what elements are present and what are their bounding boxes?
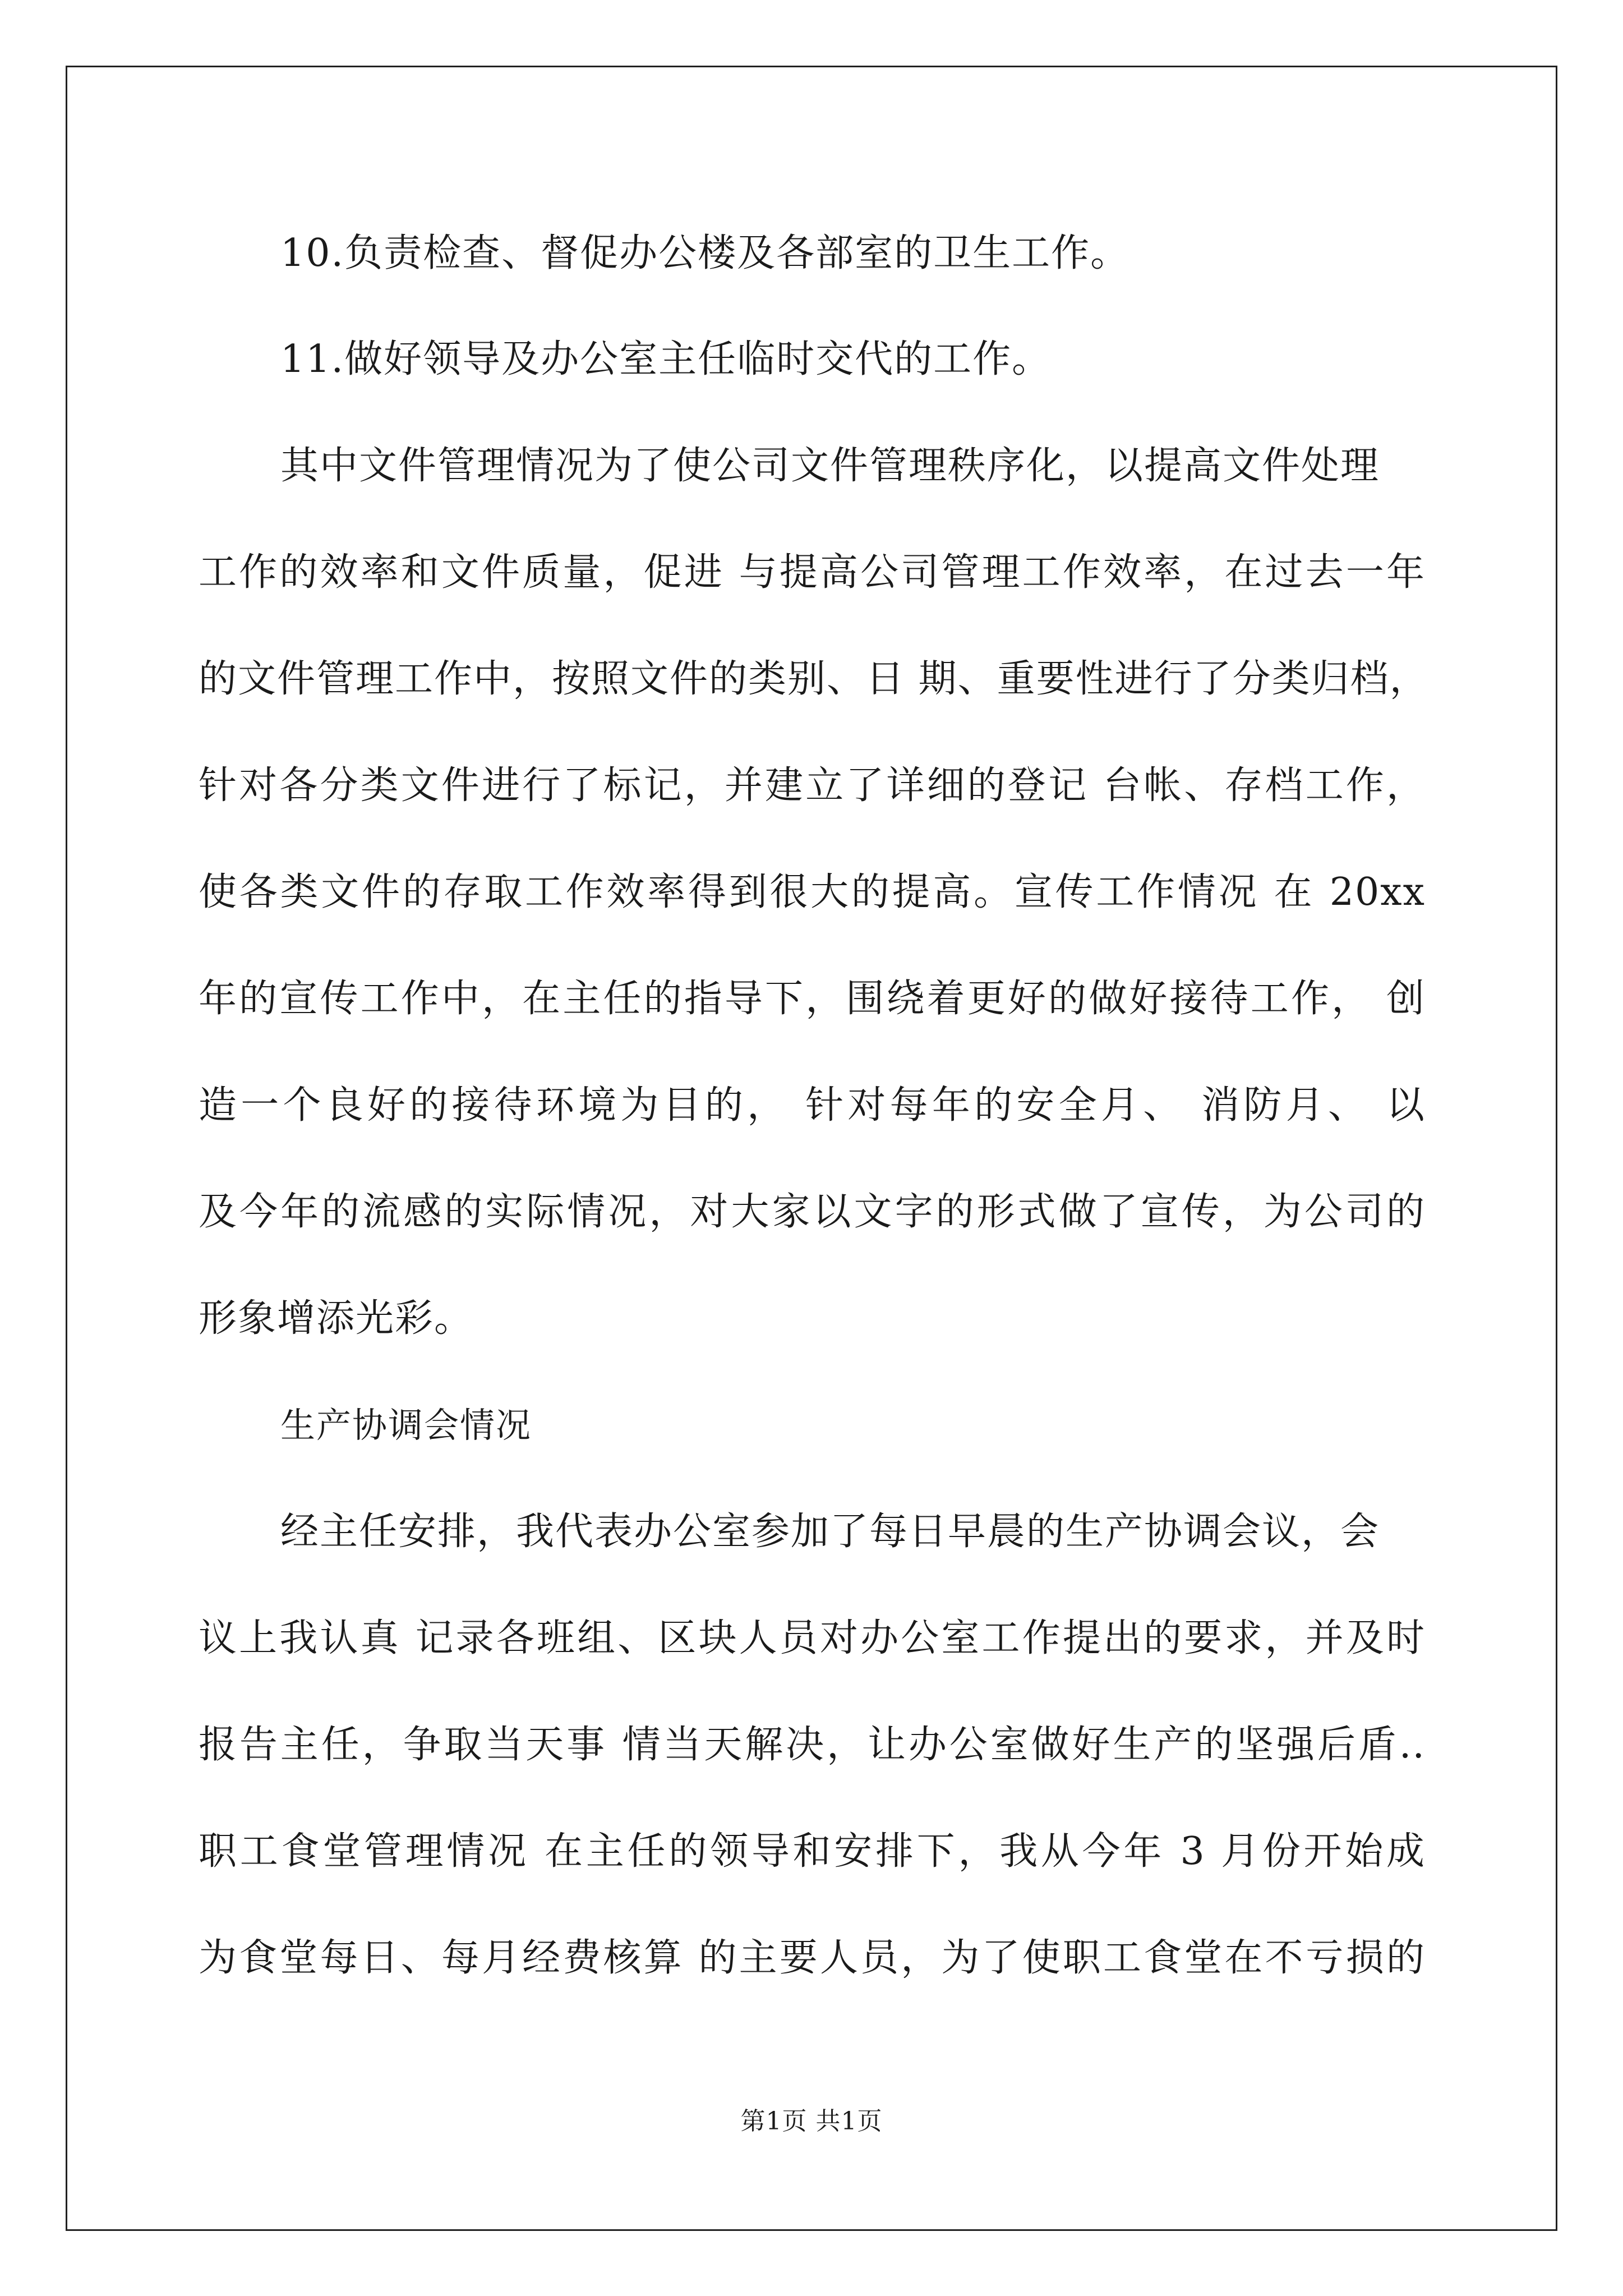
text-line: 针对各分类文件进行了标记，并建立了详细的登记 台帐、存档工作， — [199, 763, 1426, 808]
page-border — [66, 66, 1557, 2231]
text-line: 经主任安排，我代表办公室参加了每日早晨的生产协调会议，会 — [280, 1510, 1380, 1554]
text-line: 的文件管理工作中，按照文件的类别、日 期、重要性进行了分类归档， — [199, 657, 1429, 701]
text-line: 为食堂每日、每月经费核算 的主要人员，为了使职工食堂在不亏损的 — [199, 1936, 1426, 1980]
text-line: 其中文件管理情况为了使公司文件管理秩序化，以提高文件处理 — [280, 444, 1380, 488]
text-line: 年的宣传工作中，在主任的指导下，围绕着更好的做好接待工作， 创 — [199, 977, 1426, 1021]
text-line: 工作的效率和文件质量，促进 与提高公司管理工作效率，在过去一年 — [199, 550, 1426, 595]
text-line: 议上我认真 记录各班组、区块人员对办公室工作提出的要求，并及时 — [199, 1616, 1426, 1660]
text-line: 造一个良好的接待环境为目的， 针对每年的安全月、 消防月、 以 — [199, 1083, 1426, 1128]
text-line: 使各类文件的存取工作效率得到很大的提高。宣传工作情况 在 20xx — [199, 870, 1426, 914]
text-line: 10.负责检查、督促办公楼及各部室的卫生工作。 — [280, 231, 1130, 275]
section-heading: 生产协调会情况 — [280, 1405, 532, 1446]
page-number-footer: 第1页 共1页 — [740, 2107, 883, 2136]
text-line: 11.做好领导及办公室主任临时交代的工作。 — [280, 337, 1052, 381]
text-line: 报告主任，争取当天事 情当天解决，让办公室做好生产的坚强后盾.. — [199, 1723, 1426, 1767]
text-line: 形象增添光彩。 — [199, 1296, 474, 1341]
text-line: 及今年的流感的实际情况，对大家以文字的形式做了宣传，为公司的 — [199, 1190, 1426, 1234]
text-line: 职工食堂管理情况 在主任的领导和安排下，我从今年 3 月份开始成 — [199, 1829, 1426, 1874]
